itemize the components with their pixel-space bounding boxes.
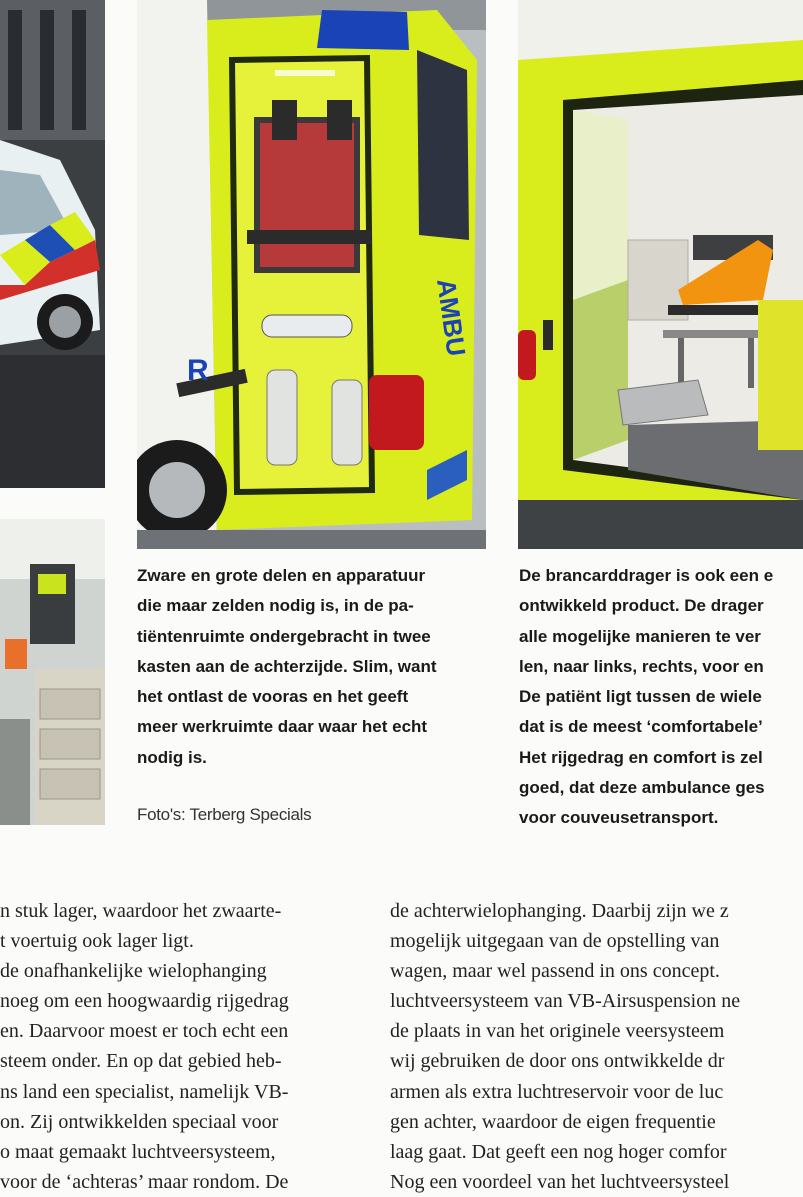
body-line: de plaats in van het originele veersysteem <box>390 1020 725 1043</box>
caption-line: kasten aan de achterzijde. Slim, want <box>137 656 437 676</box>
caption-line: ontwikkeld product. De drager <box>519 596 764 616</box>
body-line: o maat gemaakt luchtveersysteem, <box>0 1140 276 1163</box>
body-line: noeg om een hoogwaardig rijgedrag <box>0 990 289 1013</box>
ambulance-logo-letter: R <box>187 354 209 387</box>
caption-line: tiëntenruimte ondergebracht in twee <box>137 626 431 646</box>
body-line: laag gaat. Dat geeft een nog hoger comfor <box>390 1140 727 1163</box>
police-car-image <box>0 0 105 488</box>
body-line: voor de ‘achteras’ maar rondom. De <box>0 1170 289 1193</box>
caption-rear-cabinets <box>137 561 487 773</box>
body-line: wij gebruiken de door ons ontwikkelde dr <box>390 1050 725 1073</box>
body-line: Nog een voordeel van het luchtveersysteel <box>390 1170 730 1193</box>
caption-line: De brancarddrager is ook een e <box>519 566 774 585</box>
body-column-left <box>0 896 360 1197</box>
body-line: de onafhankelijke wielophanging <box>0 960 267 983</box>
body-line: n stuk lager, waardoor het zwaarte- <box>0 900 282 922</box>
body-line: wagen, maar wel passend in ons concept. <box>390 960 720 983</box>
caption-line: De patiënt ligt tussen de wiele <box>519 687 762 707</box>
caption-line: Zware en grote delen en apparatuur <box>137 566 426 585</box>
caption-line: nodig is. <box>137 747 207 767</box>
caption-line: het ontlast de vooras en het geeft <box>137 687 409 707</box>
ambulance-rear-door-image <box>137 0 486 549</box>
caption-line: voor couveusetransport. <box>519 808 719 828</box>
caption-line: dat is de meest ‘comfortabele’ <box>519 717 763 737</box>
caption-line: goed, dat deze ambulance ges <box>519 778 765 798</box>
caption-line: meer werkruimte daar waar het echt <box>137 717 428 737</box>
body-line: luchtveersysteem van VB-Airsuspension ne <box>390 990 741 1013</box>
ambulance-lettering: AMBU <box>431 276 472 359</box>
photo-ambulance-interior <box>518 0 803 549</box>
body-column-right <box>390 896 803 1197</box>
ambulance-interior-image <box>518 0 803 549</box>
caption-stretcher <box>519 561 803 834</box>
equipment-interior-image <box>0 519 105 825</box>
body-line: gen achter, waardoor de eigen frequentie <box>390 1110 716 1133</box>
body-line: on. Zij ontwikkelden speciaal voor <box>0 1110 279 1133</box>
body-line: t voertuig ook lager ligt. <box>0 930 194 953</box>
caption-line: die maar zelden nodig is, in de pa- <box>137 596 414 616</box>
photo-police-car <box>0 0 105 488</box>
body-line: de achterwielophanging. Daarbij zijn we z <box>390 900 729 922</box>
body-line: mogelijk uitgegaan van de opstelling van <box>390 930 720 953</box>
photo-credit: Foto's: Terberg Specials <box>137 805 312 824</box>
body-line: steem onder. En op dat gebied heb- <box>0 1050 282 1073</box>
caption-line: len, naar links, rechts, voor en <box>519 656 764 676</box>
caption-line: Het rijgedrag en comfort is zel <box>519 747 763 767</box>
caption-line: alle mogelijke manieren te ver <box>519 626 761 646</box>
photo-equipment-interior <box>0 519 105 825</box>
body-line: armen als extra luchtreservoir voor de luc <box>390 1080 724 1103</box>
body-line: ns land een specialist, namelijk VB- <box>0 1080 289 1103</box>
body-line: en. Daarvoor moest er toch echt een <box>0 1020 289 1043</box>
photo-ambulance-rear-door <box>137 0 486 549</box>
